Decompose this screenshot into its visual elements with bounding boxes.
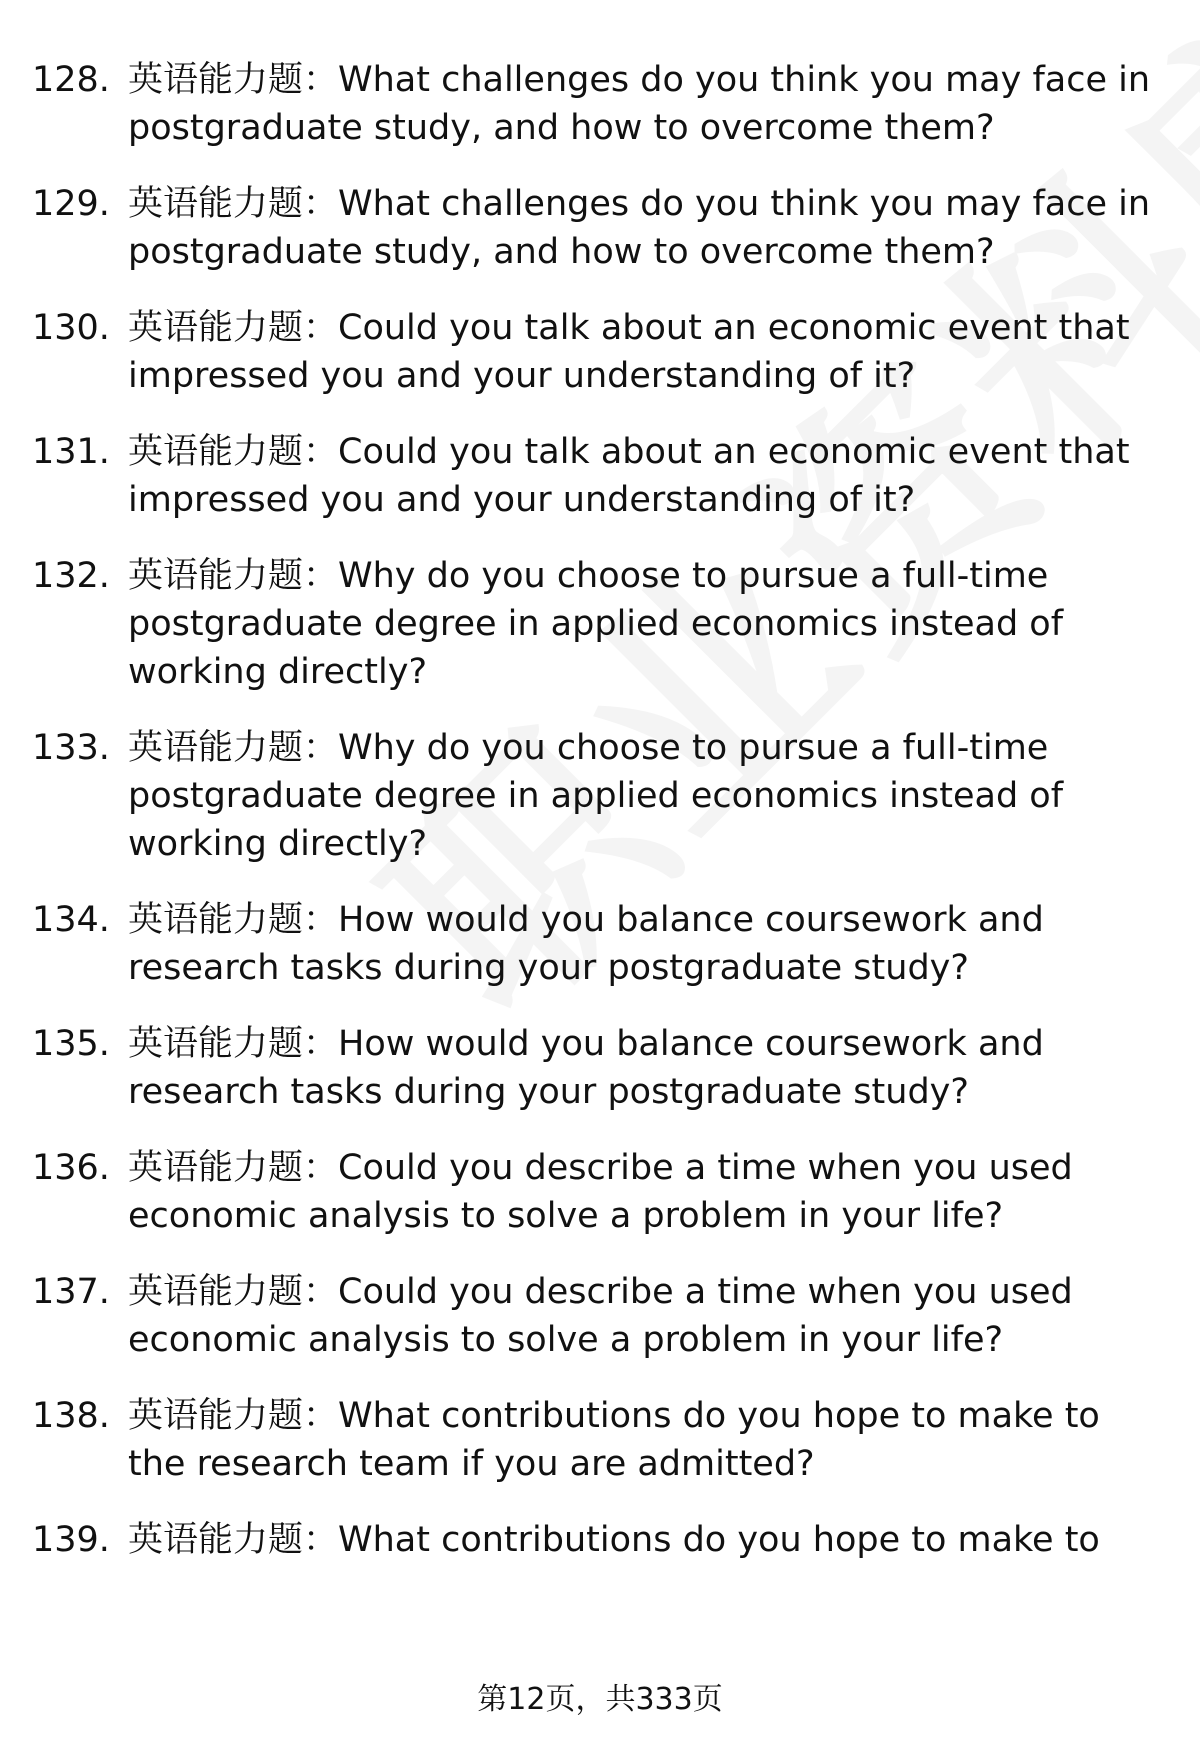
question-item <box>0 428 1200 524</box>
question-number: 136. <box>32 1148 110 1188</box>
question-item <box>0 1020 1200 1116</box>
question-text: 英语能力题：Could you describe a time when you used economic analysis to solve a problem in your life? <box>128 1272 1073 1360</box>
question-number: 135. <box>32 1024 110 1064</box>
question-number: 128. <box>32 60 110 100</box>
question-number: 132. <box>32 556 110 596</box>
question-item <box>0 1516 1200 1564</box>
question-item <box>0 552 1200 696</box>
question-number: 133. <box>32 728 110 768</box>
question-text: 英语能力题：How would you balance coursework and research tasks during your postgraduate study? <box>128 1024 1044 1112</box>
question-number: 134. <box>32 900 110 940</box>
question-item <box>0 896 1200 992</box>
question-text: 英语能力题：Why do you choose to pursue a full-time postgraduate degree in applied economics instead of working directly? <box>128 728 1064 864</box>
question-list <box>0 56 1200 1592</box>
question-item <box>0 180 1200 276</box>
question-text: 英语能力题：Could you describe a time when you used economic analysis to solve a problem in your life? <box>128 1148 1073 1236</box>
question-text: 英语能力题：What challenges do you think you may face in postgraduate study, and how to overcome them? <box>128 60 1151 148</box>
question-text: 英语能力题：What contributions do you hope to make to <box>128 1520 1100 1560</box>
question-item <box>0 1268 1200 1364</box>
question-number: 137. <box>32 1272 110 1312</box>
question-text: 英语能力题：What contributions do you hope to make to the research team if you are admitted? <box>128 1396 1100 1484</box>
question-item <box>0 304 1200 400</box>
question-item <box>0 724 1200 868</box>
page-footer: 第12页，共333页 <box>477 1682 723 1717</box>
question-number: 130. <box>32 308 110 348</box>
question-number: 139. <box>32 1520 110 1560</box>
question-number: 138. <box>32 1396 110 1436</box>
question-item <box>0 1392 1200 1488</box>
question-number: 131. <box>32 432 110 472</box>
question-text: 英语能力题：Could you talk about an economic event that impressed you and your understanding of it? <box>128 308 1130 396</box>
question-text: 英语能力题：How would you balance coursework and research tasks during your postgraduate study? <box>128 900 1044 988</box>
question-text: 英语能力题：Could you talk about an economic event that impressed you and your understanding of it? <box>128 432 1130 520</box>
question-text: 英语能力题：Why do you choose to pursue a full-time postgraduate degree in applied economics instead of working directly? <box>128 556 1064 692</box>
question-item <box>0 1144 1200 1240</box>
question-item <box>0 56 1200 152</box>
question-number: 129. <box>32 184 110 224</box>
question-text: 英语能力题：What challenges do you think you may face in postgraduate study, and how to overcome them? <box>128 184 1151 272</box>
